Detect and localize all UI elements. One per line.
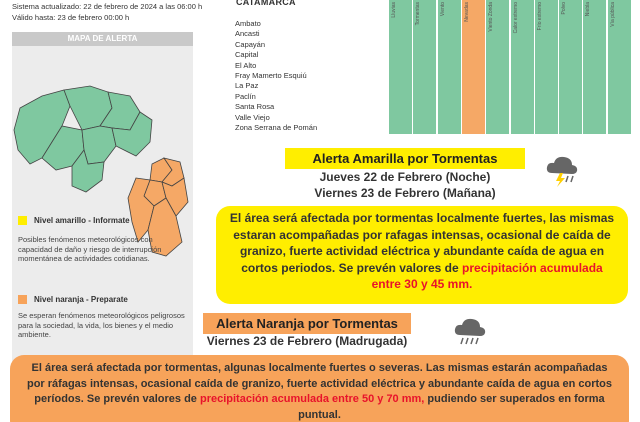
zone-row: El Alto: [235, 60, 257, 70]
legend-yellow-swatch: [18, 216, 27, 225]
alert-column: [559, 0, 582, 134]
column-header: Viento Zonda: [488, 2, 495, 32]
orange-alert-title: Alerta Naranja por Tormentas: [203, 313, 411, 334]
orange-alert-highlight: precipitación acumulada entre 50 y 70 mm,: [199, 393, 425, 405]
alert-column: [438, 0, 461, 134]
map-region-andalgala[interactable]: [82, 126, 116, 164]
zone-row: Capital: [235, 50, 259, 60]
legend-yellow-desc: Posibles fenómenos meteorológicos con capacidad de daño y riesgo de interrupción momentánea de actividades cotidianas.: [18, 235, 162, 263]
column-header: Niebla: [585, 2, 592, 17]
zone-row: Ambato: [235, 19, 261, 28]
zone-row: Capayán: [235, 39, 266, 49]
column-header: Lluvias: [391, 2, 397, 18]
yellow-alert-text: El área será afectada por tormentas localmente fuertes, las mismas estaran acompañadas por rafagas intensas, ocasional de caída de granizo, fuerte actividad eléctrica y abundante caída de agua en cortos periodos. Se prevén valores de: [229, 211, 615, 275]
column-header: Vía pública: [609, 2, 616, 27]
updated-time: Sistema actualizado: 22 de febrero de 2024 a las 06:00 h: [12, 2, 203, 11]
column-header: Calor extremo: [512, 2, 519, 34]
alert-column: [389, 0, 412, 134]
map-title: MAPA DE ALERTA: [12, 32, 193, 46]
zone-row: Ancasti: [235, 29, 260, 39]
yellow-alert-date-1: Jueves 22 de Febrero (Noche): [319, 170, 491, 184]
storm-icon-yellow: [544, 153, 580, 187]
alert-column: [511, 0, 534, 134]
zone-row: Valle Viejo: [235, 112, 270, 122]
alert-column: [535, 0, 558, 134]
alert-column: [583, 0, 606, 134]
alert-column: [608, 0, 631, 134]
zone-row: Santa Rosa: [235, 102, 275, 112]
yellow-alert-body: [216, 206, 628, 304]
legend-orange-title: Nivel naranja - Preparate: [34, 295, 128, 304]
zone-row: Fray Mamerto Esquiú: [235, 71, 307, 80]
legend-orange-desc: Se esperan fenómenos meteorológicos peligrosos para la sociedad, la vida, los bienes y el medio ambiente.: [18, 311, 185, 339]
column-header: Viento: [439, 2, 446, 17]
column-header: Polvo: [561, 2, 568, 15]
column-header: Frío extremo: [536, 2, 543, 31]
storm-icon-orange: [452, 315, 488, 349]
valid-until: Válido hasta: 23 de febrero 00:00 h: [12, 13, 130, 22]
zone-row: Paclín: [235, 91, 256, 101]
zone-row: La Paz: [235, 81, 259, 91]
legend-yellow-title: Nivel amarillo - Informate: [34, 216, 130, 225]
orange-alert-date: Viernes 23 de Febrero (Madrugada): [206, 334, 408, 348]
column-header: Nevadas: [463, 2, 470, 22]
orange-alert-text: El área será afectada por tormentas, algunas localmente fuertes o severas. Las mismas estarán acompañadas por ráfagas intensas, ocasional caída de granizo, fuerte actividad eléctrica y abundante caída de agua en cortos períodos. Se prevén valores de: [26, 362, 613, 405]
legend-orange-swatch: [18, 295, 27, 304]
alert-columns: [389, 0, 629, 134]
catamarca-map: [12, 46, 193, 266]
alert-column: [413, 0, 436, 134]
zone-row: Zona Serrana de Pomán: [235, 123, 318, 132]
alert-column: [462, 0, 485, 134]
alert-column: [486, 0, 509, 134]
province-title: CATAMARCA: [236, 0, 296, 7]
column-header: Tormentas: [415, 2, 422, 26]
orange-alert-tail: pudiendo ser superados en forma puntual.: [298, 393, 605, 421]
yellow-alert-date-2: Viernes 23 de Febrero (Mañana): [314, 186, 496, 200]
yellow-alert-highlight: precipitación acumulada entre 30 y 45 mm.: [371, 260, 603, 291]
yellow-alert-title: Alerta Amarilla por Tormentas: [285, 148, 525, 169]
orange-alert-body: [10, 355, 629, 422]
